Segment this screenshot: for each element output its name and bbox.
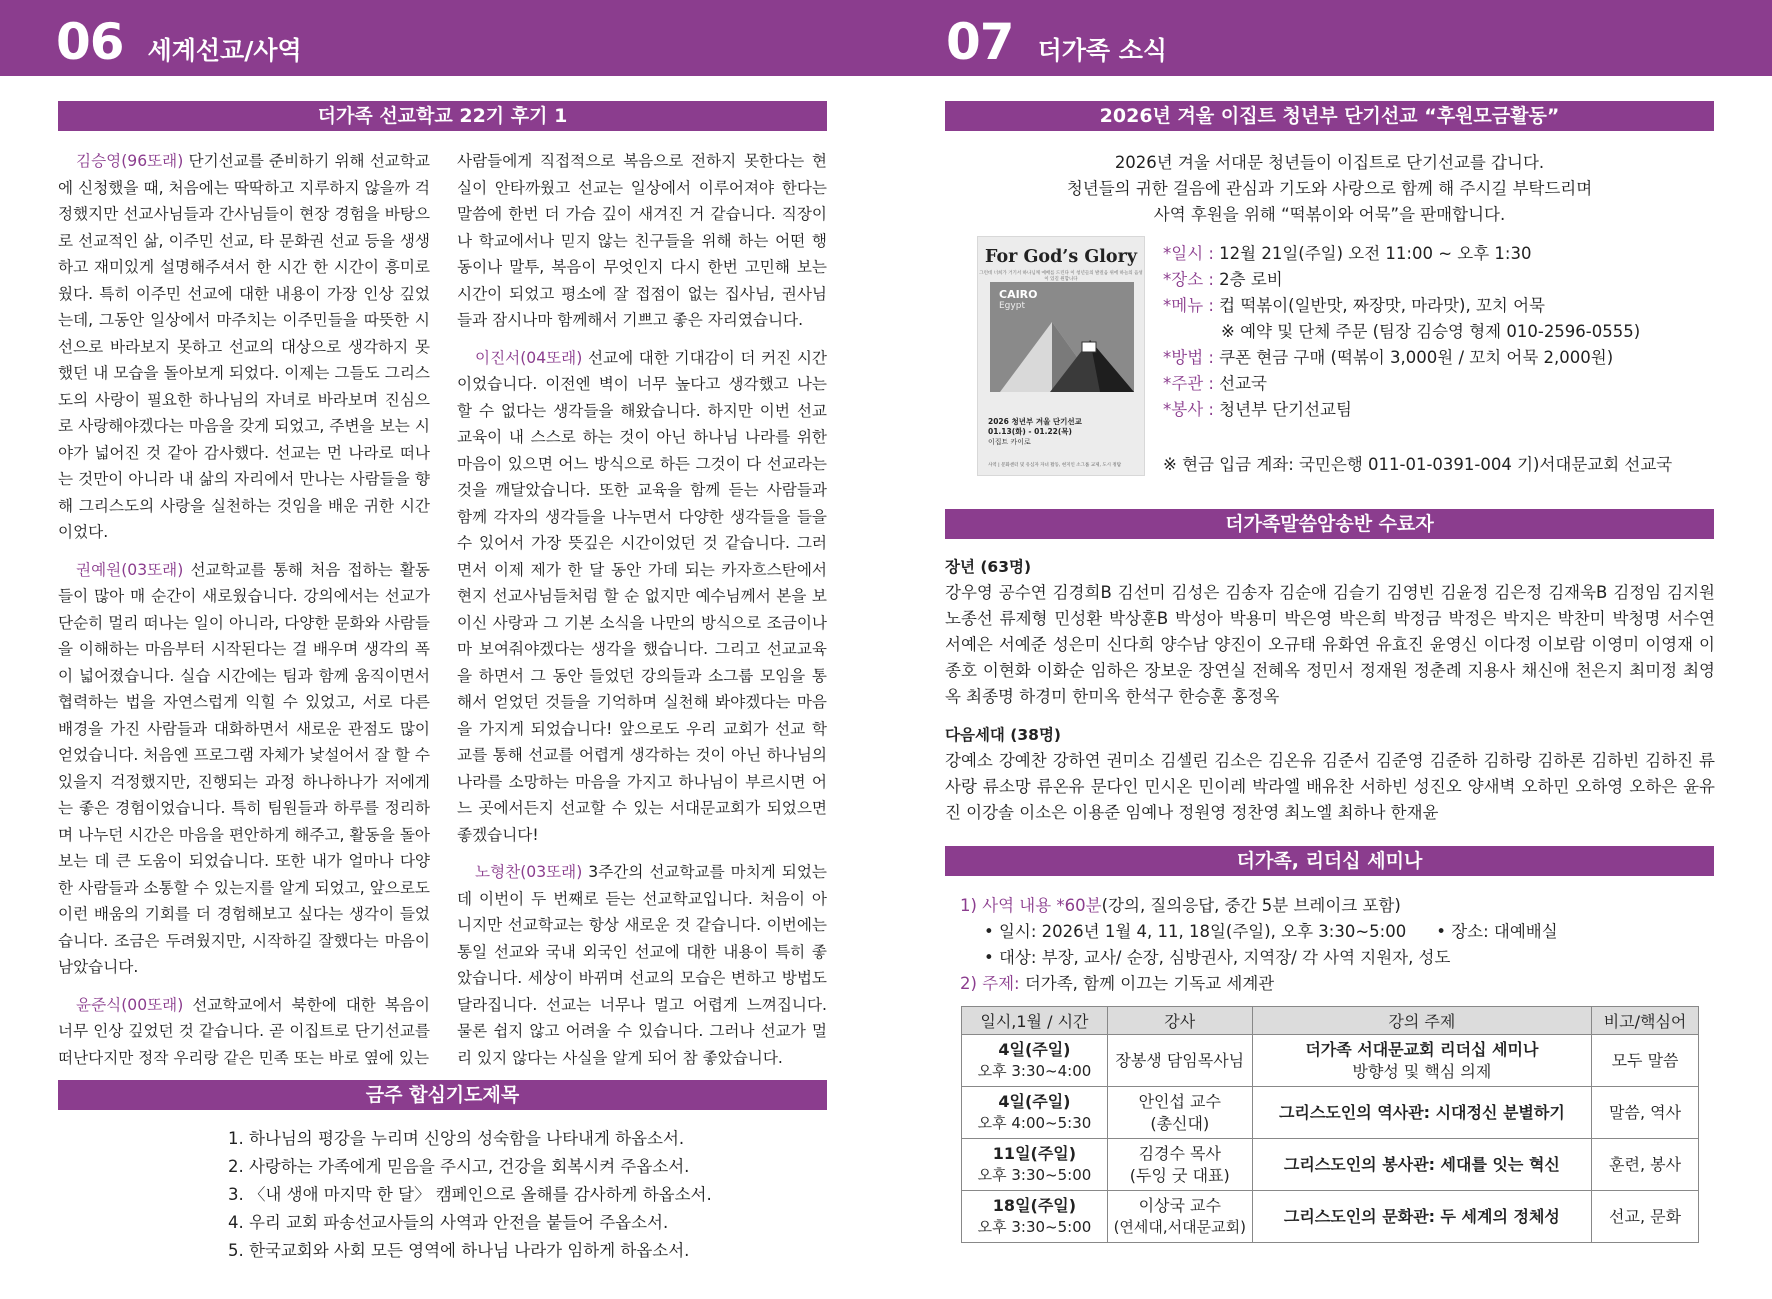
page-number: 06 bbox=[56, 13, 124, 71]
intro-line: 2026년 겨울 서대문 청년들이 이집트로 단기선교를 갑니다. bbox=[1114, 153, 1545, 172]
mission-school-title: 더가족 선교학교 22기 후기 1 bbox=[58, 101, 827, 131]
prayer-item: 2. 사랑하는 가족에게 믿음을 주시고, 건강을 회복시켜 주옵소서. bbox=[228, 1157, 690, 1176]
date-cell bbox=[962, 1139, 1108, 1191]
column-header: 강의 주제 bbox=[1252, 1007, 1591, 1035]
topic-cell bbox=[1252, 1035, 1591, 1087]
poster-heading: For God’s Glory bbox=[985, 247, 1137, 267]
fundraise-title: 2026년 겨울 이집트 청년부 단기선교 “후원모금활동” bbox=[945, 101, 1714, 131]
graduates-title: 더가족말씀암송반 수료자 bbox=[945, 509, 1714, 539]
date-cell bbox=[962, 1035, 1108, 1087]
prayer-item: 1. 하나님의 평강을 누리며 신앙의 성숙함을 나타내게 하옵소서. bbox=[228, 1129, 685, 1148]
review-column-2 bbox=[457, 148, 827, 1082]
fundraise-intro bbox=[945, 150, 1714, 228]
topic-cell: 그리스도인의 봉사관: 세대를 잇는 혁신 bbox=[1252, 1139, 1591, 1191]
date: 11일(주일) bbox=[992, 1144, 1077, 1163]
reviewer-name: 노형찬(03또래) bbox=[475, 863, 583, 881]
page-title: 세계선교/사역 bbox=[147, 36, 302, 65]
poster-country: Egypt bbox=[999, 301, 1025, 311]
group-title: 장년 (63명) bbox=[945, 558, 1032, 576]
bullet-text: • 일시: 2026년 1월 4, 11, 18일(주일), 오후 3:30~5:00 bbox=[984, 922, 1407, 941]
reviewer-name: 김승영(96또래) bbox=[76, 152, 184, 170]
reviewer-name: 윤준식(00또래) bbox=[76, 995, 184, 1014]
page-title: 더가족 소식 bbox=[1037, 36, 1168, 65]
point-label: 1) 사역 내용 *60분 bbox=[960, 896, 1102, 915]
detail-value: 선교국 bbox=[1213, 374, 1267, 393]
table-row bbox=[962, 1087, 1699, 1139]
review-text: 선교학교에서 북한에 대한 복음이 너무 인상 깊었던 것 같습니다. 곧 이집트로 단기선교를 떠난다지만 정작 우리랑 같은 민족 또는 바로 옆에 있는 bbox=[58, 995, 430, 1067]
detail-row bbox=[1163, 345, 1640, 371]
point-text: 더가족, 함께 이끄는 기독교 세계관 bbox=[1019, 974, 1275, 993]
prayer-item: 3. 〈내 생애 마지막 한 달〉 캠페인으로 올해를 감사하게 하옵소서. bbox=[228, 1185, 712, 1204]
detail-key: *메뉴 : bbox=[1163, 296, 1214, 315]
review-paragraph bbox=[457, 859, 827, 1071]
table-header-row bbox=[962, 1007, 1699, 1035]
bullet-text: • 장소: 대예배실 bbox=[1436, 922, 1558, 941]
review-text: 단기선교를 준비하기 위해 선교학교에 신청했을 때, 처음에는 딱딱하고 지루하지 않을까 걱정했지만 선교사님들과 간사님들이 현장 경험을 바탕으로 선교적인 삶, 이주민 선교, 타 문화권 선교 등을 생생하고 재미있게 설명해주셔서 한 시간 한 시간이 흥미로웠다. 특히 이주민 선교에 대한 내용이 가장 인상 깊었는데, 그동안 일상에서 마주치는 이주민들을 따뜻한 시선으로 바라보지 못하고 선교의 대상으로 생각하지 못했던 내 모습을 돌아보게 되었다. 이제는 그들도 그리스도의 사랑이 필요한 하나님의 자녀로 바라보며 진심으로 사랑해야겠다는 마음을 갖게 되었고, 주변을 보는 시야가 넓어진 것 같아 감사했다. 선교는 먼 나라로 떠나는 것만이 아니라 내 삶의 자리에서 만나는 사람들을 향해 그리스도의 사랑을 실천하는 것임을 배운 귀한 시간이었다. bbox=[58, 152, 430, 541]
table-row bbox=[962, 1035, 1699, 1087]
seminar-point-1 bbox=[960, 893, 1558, 919]
speaker-cell bbox=[1107, 1139, 1252, 1191]
page-06-heading bbox=[56, 13, 302, 71]
note-cell: 말씀, 역사 bbox=[1592, 1087, 1699, 1139]
detail-value: 2층 로비 bbox=[1213, 270, 1283, 289]
detail-value: 쿠폰 현금 구매 (떡볶이 3,000원 / 꼬치 어묵 2,000원) bbox=[1213, 348, 1614, 367]
topic-sub: 방향성 및 핵심 의제 bbox=[1352, 1061, 1492, 1081]
detail-key: *일시 : bbox=[1163, 244, 1214, 263]
speaker-affiliation: (두잉 굿 대표) bbox=[1129, 1165, 1230, 1185]
reviewer-name: 권예원(03또래) bbox=[76, 560, 184, 579]
prayer-list bbox=[228, 1125, 712, 1265]
poster-dates: 01.13(화) - 01.22(목) bbox=[988, 427, 1072, 436]
time: 오후 3:30~5:00 bbox=[977, 1217, 1092, 1236]
speaker-cell bbox=[1107, 1087, 1252, 1139]
prayer-title: 금주 합심기도제목 bbox=[58, 1080, 827, 1110]
speaker-affiliation: (연세대,서대문교회) bbox=[1113, 1217, 1246, 1236]
detail-row bbox=[1163, 241, 1640, 267]
review-column-1 bbox=[58, 148, 430, 1082]
sale-details bbox=[1163, 241, 1640, 423]
intro-line: 사역 후원을 위해 “떡볶이와 어묵”을 판매합니다. bbox=[1153, 205, 1506, 224]
speaker: 김경수 목사 bbox=[1138, 1144, 1221, 1163]
note-cell: 훈련, 봉사 bbox=[1592, 1139, 1699, 1191]
review-text: 선교학교를 통해 처음 접하는 활동들이 많아 매 순간이 새로웠습니다. 강의에서는 선교가 단순히 멀리 떠나는 일이 아니라, 다양한 문화와 사람들을 이해하는 마음부터 시작된다는 걸 배우며 생각의 폭이 넓어졌습니다. 실습 시간에는 팀과 함께 움직이면서 협력하는 법을 자연스럽게 익힐 수 있었고, 서로 다른 배경을 가진 사람들과 대화하면서 새로운 관점도 많이 얻었습니다. 처음엔 프로그램 자체가 낯설어서 잘 할 수 있을지 걱정했지만, 진행되는 과정 하나하나가 저에게는 좋은 경험이었습니다. 특히 팀원들과 하루를 정리하며 나누던 시간은 마음을 편안하게 해주고, 활동을 돌아보는 데 큰 도움이 되었습니다. 또한 내가 얼마나 다양한 사람들과 소통할 수 있는지를 알게 되었고, 앞으로도 이런 배움의 기회를 더 경험해보고 싶다는 생각이 들었습니다. 조금은 두려웠지만, 시작하길 잘했다는 마음이 남았습니다. bbox=[58, 560, 430, 976]
table-row bbox=[962, 1191, 1699, 1243]
review-paragraph bbox=[457, 345, 827, 849]
reviewer-name: 이진서(04또래) bbox=[475, 348, 583, 367]
review-paragraph bbox=[457, 148, 827, 334]
adults-group bbox=[945, 554, 1715, 710]
topic: 더가족 서대문교회 리더십 세미나 bbox=[1305, 1040, 1539, 1059]
point-label: 2) 주제: bbox=[960, 974, 1020, 993]
seminar-bullet bbox=[960, 945, 1558, 971]
note-cell: 선교, 문화 bbox=[1592, 1191, 1699, 1243]
date-cell bbox=[962, 1191, 1108, 1243]
seminar-title: 더가족, 리더십 세미나 bbox=[945, 846, 1714, 876]
review-text: 선교에 대한 기대감이 더 커진 시간이었습니다. 이전엔 벽이 너무 높다고 생각했고 나는 할 수 없다는 생각들을 해왔습니다. 하지만 이번 선교 교육이 내 스스로 하는 것이 아닌 하나님 나라를 위한 마음이 있으면 어느 방식으로 하든 그것이 다 선교라는 것을 깨달았습니다. 또한 교육을 함께 듣는 사람들과 함께 각자의 생각들을 나누면서 다양한 생각들을 들을 수 있어서 가장 뜻깊은 시간이었던 것 같습니다. 그러면서 이제 제가 한 달 동안 가데 되는 카자흐스탄에서 현지 선교사님들처럼 할 순 없지만 예수님께서 본을 보이신 사랑과 그 기본 소식을 나만의 방식으로 조금이나마 보여줘야겠다는 생각을 했습니다. 그리고 선교교육을 하면서 그 동안 들었던 강의들과 소그룹 모임을 통해서 얻었던 것들을 기억하며 실천해 봐야겠다는 마음을 가지게 되었습니다! 앞으로도 우리 교회가 선교 학교를 통해 선교를 어렵게 생각하는 것이 아닌 하나님의 나라를 소망하는 마음을 가지고 하나님이 부르시면 어느 곳에서든지 선교할 수 있는 서대문교회가 되었으면 좋겠습니다! bbox=[457, 348, 827, 844]
detail-row bbox=[1163, 371, 1640, 397]
review-paragraph bbox=[58, 992, 430, 1072]
mission-poster-image bbox=[977, 236, 1145, 476]
note-cell: 모두 말씀 bbox=[1592, 1035, 1699, 1087]
seminar-schedule-table bbox=[961, 1006, 1699, 1243]
detail-value: 12월 21일(주일) 오전 11:00 ~ 오후 1:30 bbox=[1213, 244, 1532, 263]
review-paragraph bbox=[58, 148, 430, 546]
next-gen-group bbox=[945, 722, 1715, 826]
bullet-text: • 대상: 부장, 교사/ 순장, 심방권사, 지역장/ 각 사역 지원자, 성도 bbox=[984, 948, 1451, 967]
poster-footer: 사역 | 문화센터 및 유심자 자녀 활동, 현지인 소그룹 교제, 도시 정탐 bbox=[988, 463, 1122, 468]
detail-row bbox=[1163, 397, 1640, 423]
detail-value: 청년부 단기선교팀 bbox=[1213, 400, 1352, 419]
speaker: 안인섭 교수 bbox=[1138, 1092, 1221, 1111]
prayer-item: 4. 우리 교회 파송선교사들의 사역과 안전을 붙들어 주옵소서. bbox=[228, 1213, 669, 1232]
poster-info bbox=[988, 417, 1082, 447]
time: 오후 3:30~4:00 bbox=[977, 1061, 1092, 1080]
point-text: (강의, 질의응답, 중간 5분 브레이크 포함) bbox=[1101, 896, 1401, 915]
prayer-item: 5. 한국교회와 사회 모든 영역에 하나님 나라가 임하게 하옵소서. bbox=[228, 1241, 690, 1260]
names-list: 강우영 공수연 김경희B 김선미 김성은 김송자 김순애 김슬기 김영빈 김윤정 김은정 김재욱B 김정임 김지원 노종선 류제형 민성환 박상훈B 박성아 박용미 박은영 박은희 박정금 박정은 박지은 박찬미 박청명 서수연 서예은 서예준 성은미 신다희 양수남 양진이 오규태 유화연 유효진 윤영신 이다정 이보람 이영미 이영재 이종호 이현화 이화순 임하은 장보운 장연실 전혜옥 정민서 정재원 정춘례 지용사 채신애 천은지 최미정 최영옥 최종명 하경미 한미옥 한석구 한승훈 홍정옥 bbox=[945, 583, 1715, 706]
column-header: 일시,1월 / 시간 bbox=[962, 1007, 1108, 1035]
poster-photo bbox=[990, 282, 1134, 392]
speaker-cell bbox=[1107, 1191, 1252, 1243]
time: 오후 4:00~5:30 bbox=[977, 1113, 1092, 1132]
detail-key: *봉사 : bbox=[1163, 400, 1214, 419]
topic-cell: 그리스도인의 문화관: 두 세계의 정체성 bbox=[1252, 1191, 1591, 1243]
detail-row bbox=[1163, 319, 1640, 345]
detail-key: *장소 : bbox=[1163, 270, 1214, 289]
review-text: 3주간의 선교학교를 마치게 되었는데 이번이 두 번째로 듣는 선교학교입니다. 처음이 아니지만 선교학교는 항상 새로운 것 같습니다. 이번에는 통일 선교와 국내 외국인 선교에 대한 내용이 특히 좋았습니다. 세상이 바뀌며 선교의 모습은 변하고 방법도 달라집니다. 선교는 너무나 멀고 어렵게 느껴집니다. 물론 쉽지 않고 어려울 수 있습니다. 그러나 선교가 멀리 있지 않다는 사실을 알게 되어 참 좋았습니다. bbox=[457, 863, 827, 1067]
speaker-cell bbox=[1107, 1035, 1252, 1087]
detail-key: *방법 : bbox=[1163, 348, 1214, 367]
date-cell bbox=[962, 1087, 1108, 1139]
group-title: 다음세대 (38명) bbox=[945, 726, 1061, 744]
date: 4일(주일) bbox=[998, 1040, 1071, 1059]
pyramid-graphic bbox=[990, 282, 1134, 392]
poster-place: 이집트 카이로 bbox=[988, 438, 1031, 446]
poster-city: CAIRO bbox=[999, 288, 1038, 301]
seminar-info bbox=[960, 893, 1558, 997]
review-paragraph bbox=[58, 557, 430, 981]
review-text: 사람들에게 직접적으로 복음으로 전하지 못한다는 현실이 안타까웠고 선교는 일상에서 이루어져야 한다는 말씀에 한번 더 가슴 깊이 새겨진 거 같습니다. 직장이나 학교에서나 믿지 않는 친구들을 위해 하는 어떤 행동이나 말투, 복음이 무엇인지 다시 한번 고민해 보는 시간이 되었고 평소에 잘 접점이 없는 집사님, 권사님들과 잠시나마 함께해서 기쁘고 좋은 자리였습니다. bbox=[457, 152, 827, 329]
detail-row bbox=[1163, 267, 1640, 293]
topic-cell: 그리스도인의 역사관: 시대정신 분별하기 bbox=[1252, 1087, 1591, 1139]
page-number: 07 bbox=[946, 13, 1014, 71]
page-07-heading bbox=[946, 13, 1168, 71]
poster-event: 2026 청년부 겨울 단기선교 bbox=[988, 417, 1082, 426]
bank-account: ※ 현금 입금 계좌: 국민은행 011-01-0391-004 기)서대문교회 선교국 bbox=[1163, 455, 1673, 474]
date: 4일(주일) bbox=[998, 1092, 1071, 1111]
names-list: 강예소 강예찬 강하연 권미소 김셀린 김소은 김온유 김준서 김준영 김준하 김하랑 김하론 김하빈 김하진 류사랑 류소망 류온유 문다인 민시온 민이레 박라엘 배유찬 서하빈 성진오 양새벽 오하민 오하영 오하은 윤유진 이강솔 이소은 이용준 임예나 정원영 정찬영 최노엘 최하나 한재윤 bbox=[945, 751, 1715, 822]
seminar-bullet bbox=[960, 919, 1558, 945]
speaker-affiliation: (총신대) bbox=[1150, 1113, 1210, 1133]
date: 18일(주일) bbox=[992, 1196, 1077, 1215]
detail-row bbox=[1163, 293, 1640, 319]
seminar-point-2 bbox=[960, 971, 1558, 997]
column-header: 강사 bbox=[1107, 1007, 1252, 1035]
column-header: 비고/핵심어 bbox=[1592, 1007, 1699, 1035]
detail-value: ※ 예약 및 단체 주문 (팀장 김승영 형제 010-2596-0555) bbox=[1221, 322, 1641, 341]
detail-value: 컵 떡볶이(일반맛, 짜장맛, 마라맛), 꼬치 어묵 bbox=[1213, 296, 1545, 315]
speaker: 장봉생 담임목사님 bbox=[1115, 1050, 1245, 1070]
table-row bbox=[962, 1139, 1699, 1191]
speaker: 이상국 교수 bbox=[1138, 1196, 1221, 1215]
intro-line: 청년들의 귀한 걸음에 관심과 기도와 사랑으로 함께 해 주시길 부탁드리며 bbox=[1066, 179, 1593, 198]
time: 오후 3:30~5:00 bbox=[977, 1165, 1092, 1184]
poster-subtitle: 그런데 너희가 거기서 하나님께 예배를 드린다 이 청년들의 발걸음 위에 하늘의 음성이 있길 원합니다 bbox=[979, 271, 1143, 282]
detail-key: *주관 : bbox=[1163, 374, 1214, 393]
